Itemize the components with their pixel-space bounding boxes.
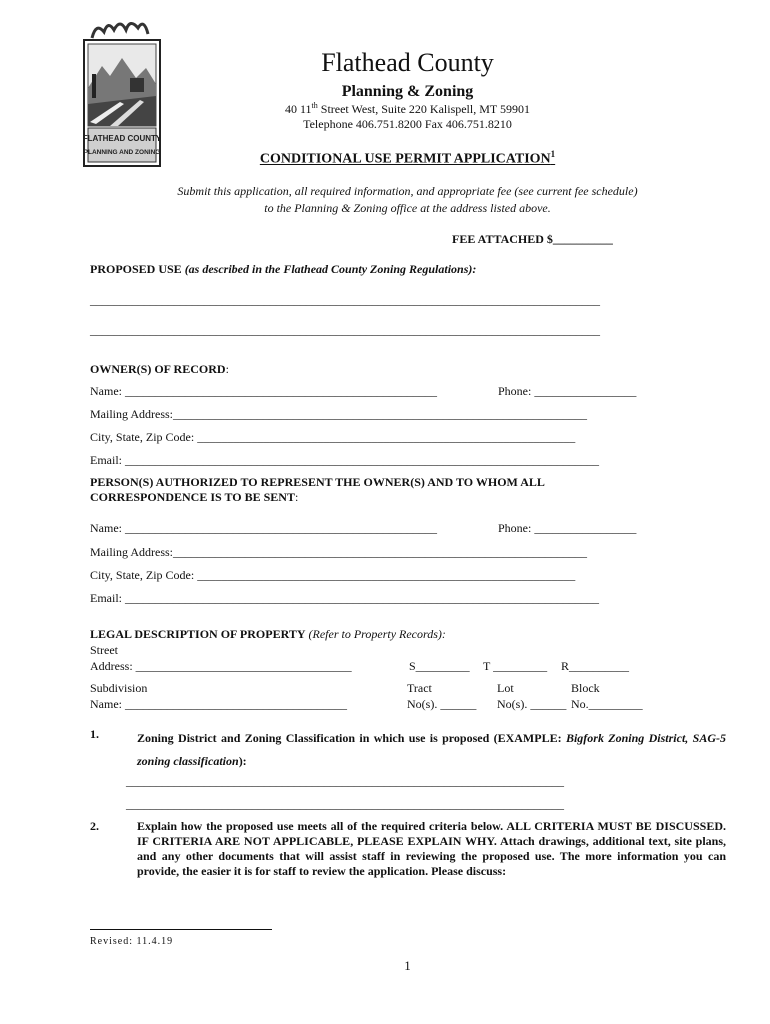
legal-description-heading bbox=[90, 627, 446, 642]
range-field[interactable]: R__________ bbox=[561, 659, 630, 673]
item-1-text bbox=[137, 727, 726, 773]
section-field[interactable]: S_________ bbox=[409, 659, 470, 673]
representative-name-field[interactable]: Name: ____________________________________________________ bbox=[90, 521, 437, 535]
zoning-answer-line-1[interactable]: _________________________________________________________________________ bbox=[126, 774, 564, 788]
representative-heading-line1: PERSON(S) AUTHORIZED TO REPRESENT THE OWNER(S) AND TO WHOM ALL bbox=[90, 475, 545, 489]
lot-number-field[interactable]: No(s). ______ bbox=[497, 697, 567, 711]
street-label: Street bbox=[90, 643, 118, 657]
owner-city-field[interactable]: City, State, Zip Code: _______________________________________________________________ bbox=[90, 430, 576, 444]
form-title-text: CONDITIONAL USE PERMIT APPLICATION bbox=[259, 151, 551, 167]
revised-date: Revised: 11.4.19 bbox=[90, 936, 174, 947]
item-1-example: Bigfork Zoning District, SAG-5 zoning classification bbox=[137, 731, 726, 768]
logo-text-line2: PLANNING AND ZONING bbox=[83, 149, 161, 156]
owner-email-field[interactable]: Email: _______________________________________________________________________________ bbox=[90, 453, 599, 467]
representative-heading-line2-text: CORRESPONDENCE IS TO BE SENT bbox=[90, 490, 295, 504]
instructions-line1: Submit this application, all required information, and appropriate fee (see current fee schedule) bbox=[177, 184, 638, 198]
representative-heading-line2 bbox=[90, 490, 298, 505]
fee-attached-field[interactable]: FEE ATTACHED $__________ bbox=[452, 232, 613, 246]
page-title: Flathead County bbox=[321, 48, 494, 77]
item-1-text-part2: ): bbox=[238, 754, 247, 768]
office-phone-fax: Telephone 406.751.8200 Fax 406.751.8210 bbox=[303, 117, 512, 131]
item-2-number: 2. bbox=[90, 819, 99, 833]
block-label: Block bbox=[571, 681, 600, 695]
owner-heading-suffix: : bbox=[225, 362, 229, 376]
address-post: Street West, Suite 220 Kalispell, MT 59901 bbox=[317, 102, 531, 116]
tract-number-field[interactable]: No(s). ______ bbox=[407, 697, 477, 711]
representative-city-field[interactable]: City, State, Zip Code: _______________________________________________________________ bbox=[90, 568, 576, 582]
legal-heading-italic: (Refer to Property Records): bbox=[305, 627, 446, 641]
instructions-line2: to the Planning & Zoning office at the address listed above. bbox=[264, 201, 551, 215]
item-1-number: 1. bbox=[90, 727, 99, 741]
street-address-field[interactable]: Address: ____________________________________ bbox=[90, 659, 352, 673]
page-number: 1 bbox=[404, 958, 411, 973]
owner-heading-text: OWNER(S) OF RECORD bbox=[90, 362, 226, 376]
legal-heading-bold: LEGAL DESCRIPTION OF PROPERTY bbox=[90, 627, 306, 641]
township-field[interactable]: T _________ bbox=[483, 659, 548, 673]
item-1-text-part1: Zoning District and Zoning Classification in which use is proposed (EXAMPLE: bbox=[137, 731, 566, 745]
subdivision-label: Subdivision bbox=[90, 681, 148, 695]
owner-mailing-field[interactable]: Mailing Address:_____________________________________________________________________ bbox=[90, 407, 587, 421]
proposed-use-label-italic: (as described in the Flathead County Zoning Regulations): bbox=[181, 262, 477, 276]
address-pre: 40 11 bbox=[284, 102, 312, 116]
representative-heading-suffix: : bbox=[294, 490, 299, 504]
office-address bbox=[0, 101, 770, 117]
block-number-field[interactable]: No._________ bbox=[571, 697, 643, 711]
form-title bbox=[0, 149, 770, 168]
owner-heading bbox=[90, 362, 229, 377]
proposed-use-line-2[interactable]: _____________________________________________________________________________________ bbox=[90, 323, 600, 337]
address-sup: th bbox=[311, 101, 318, 110]
owner-phone-field[interactable]: Phone: _________________ bbox=[498, 384, 637, 398]
owner-name-field[interactable]: Name: ____________________________________________________ bbox=[90, 384, 437, 398]
subdivision-name-field[interactable]: Name: _____________________________________ bbox=[90, 697, 347, 711]
proposed-use-label bbox=[90, 262, 476, 277]
zoning-answer-line-2[interactable]: _________________________________________________________________________ bbox=[126, 797, 564, 811]
logo-text-line1: FLATHEAD COUNTY bbox=[82, 134, 162, 143]
proposed-use-label-bold: PROPOSED USE bbox=[90, 262, 182, 276]
lot-label: Lot bbox=[497, 681, 514, 695]
representative-email-field[interactable]: Email: _______________________________________________________________________________ bbox=[90, 591, 599, 605]
department-name: Planning & Zoning bbox=[341, 83, 474, 100]
representative-mailing-field[interactable]: Mailing Address:_____________________________________________________________________ bbox=[90, 545, 587, 559]
item-2-text: Explain how the proposed use meets all of the required criteria below. ALL CRITERIA MUST BE DISCUSSED. IF CRITERIA ARE NOT APPLICABLE, PLEASE EXPLAIN WHY. Attach drawings, additional text, site plans, and any other documents that will assist staff in reviewing the proposed use. The more information you can provide, the easier it is for staff to review the application. Please discuss: bbox=[137, 819, 726, 878]
representative-phone-field[interactable]: Phone: _________________ bbox=[498, 521, 637, 535]
footnote-rule bbox=[90, 929, 272, 930]
tract-label: Tract bbox=[407, 681, 432, 695]
form-title-footnote: 1 bbox=[550, 149, 556, 159]
proposed-use-line-1[interactable]: _____________________________________________________________________________________ bbox=[90, 293, 600, 307]
